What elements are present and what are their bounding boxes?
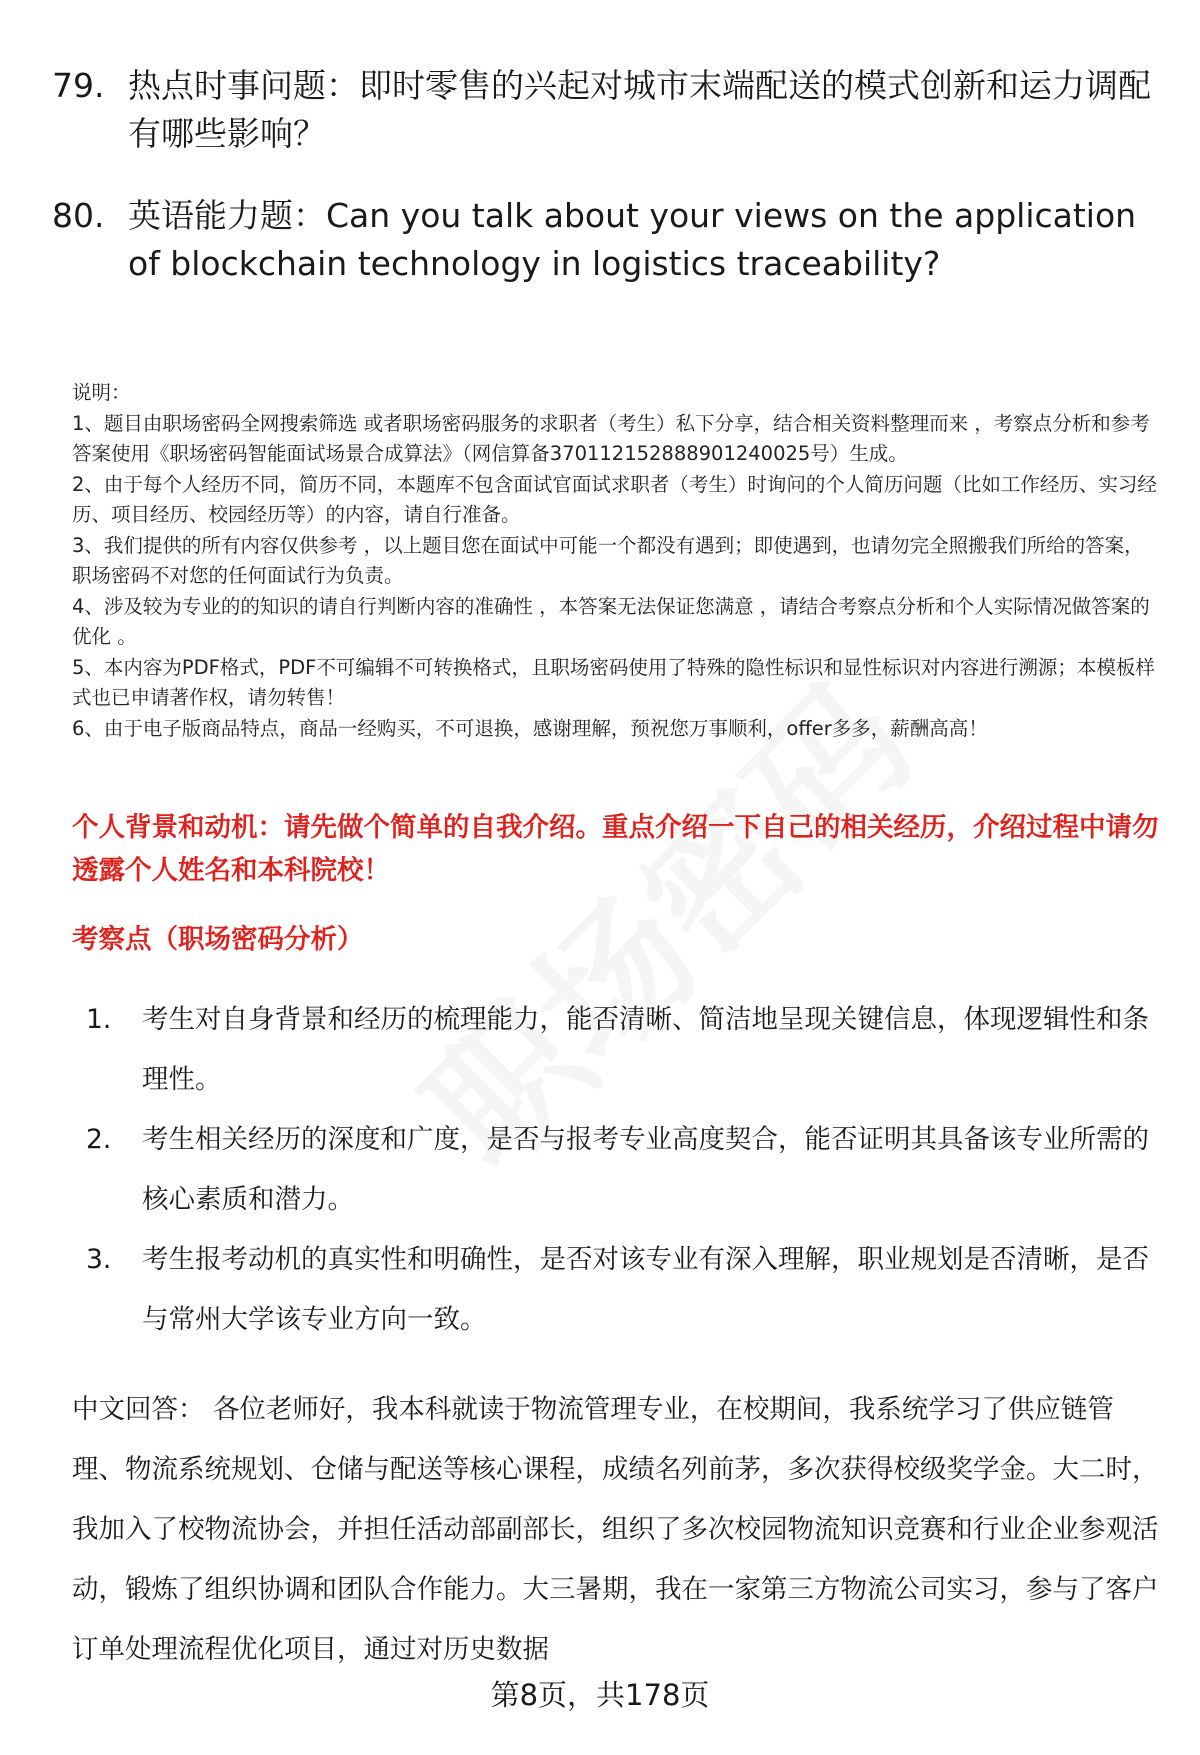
question-79	[52, 62, 1152, 158]
key-point-number: 1.	[86, 1004, 112, 1035]
notes-title: 说明：	[72, 381, 131, 404]
key-points-heading: 考察点（职场密码分析）	[72, 924, 364, 955]
notes-section	[72, 378, 1157, 744]
question-text: 英语能力题：Can you talk about your views on the application of blockchain technology in logistics traceability?	[128, 196, 1137, 283]
key-point-number: 3.	[86, 1244, 112, 1275]
key-point-item	[72, 1230, 1162, 1350]
key-points-list	[72, 990, 1162, 1350]
question-number: 79.	[52, 66, 105, 105]
key-point-number: 2.	[86, 1124, 112, 1155]
key-point-text: 考生报考动机的真实性和明确性，是否对该专业有深入理解，职业规划是否清晰，是否与常州大学该专业方向一致。	[142, 1244, 1149, 1335]
question-number: 80.	[52, 196, 105, 235]
key-point-item	[72, 1110, 1162, 1230]
note-item: 4、涉及较为专业的的知识的请自行判断内容的准确性 ，本答案无法保证您满意 ，请结合考察点分析和个人实际情况做答案的优化 。	[72, 594, 1150, 648]
question-text: 热点时事问题：即时零售的兴起对城市末端配送的模式创新和运力调配有哪些影响？	[128, 66, 1151, 153]
note-item: 1、题目由职场密码全网搜索筛选 或者职场密码服务的求职者（考生）私下分享，结合相关资料整理而来 ，考察点分析和参考答案使用《职场密码智能面试场景合成算法》（网信算备370112152888901240025号）生成。	[72, 411, 1150, 465]
answer-label: 中文回答：	[72, 1394, 205, 1425]
note-item: 5、本内容为PDF格式，PDF不可编辑不可转换格式，且职场密码使用了特殊的隐性标识和显性标识对内容进行溯源；本模板样式也已申请著作权，请勿转售！	[72, 655, 1155, 709]
background-question-heading: 个人背景和动机：请先做个简单的自我介绍。重点介绍一下自己的相关经历，介绍过程中请勿透露个人姓名和本科院校！	[72, 812, 1159, 886]
question-80	[52, 192, 1152, 288]
key-point-text: 考生相关经历的深度和广度，是否与报考专业高度契合，能否证明其具备该专业所需的核心素质和潜力。	[142, 1124, 1149, 1215]
key-point-item	[72, 990, 1162, 1110]
key-point-text: 考生对自身背景和经历的梳理能力，能否清晰、简洁地呈现关键信息，体现逻辑性和条理性。	[142, 1004, 1149, 1095]
note-item: 6、由于电子版商品特点，商品一经购买，不可退换，感谢理解，预祝您万事顺利，offer多多，薪酬高高！	[72, 716, 988, 740]
answer-paragraph	[72, 1380, 1162, 1680]
page-number-footer: 第8页，共178页	[490, 1678, 710, 1712]
answer-text: 各位老师好，我本科就读于物流管理专业，在校期间，我系统学习了供应链管理、物流系统规划、仓储与配送等核心课程，成绩名列前茅，多次获得校级奖学金。大二时，我加入了校物流协会，并担任活动部副部长，组织了多次校园物流知识竞赛和行业企业参观活动，锻炼了组织协调和团队合作能力。大三暑期，我在一家第三方物流公司实习，参与了客户订单处理流程优化项目，通过对历史数据	[72, 1394, 1159, 1665]
note-item: 3、我们提供的所有内容仅供参考 ，以上题目您在面试中可能一个都没有遇到；即使遇到，也请勿完全照搬我们所给的答案，职场密码不对您的任何面试行为负责。	[72, 533, 1144, 587]
note-item: 2、由于每个人经历不同，简历不同，本题库不包含面试官面试求职者（考生）时询问的个人简历问题（比如工作经历、实习经历、项目经历、校园经历等）的内容，请自行准备。	[72, 472, 1157, 526]
